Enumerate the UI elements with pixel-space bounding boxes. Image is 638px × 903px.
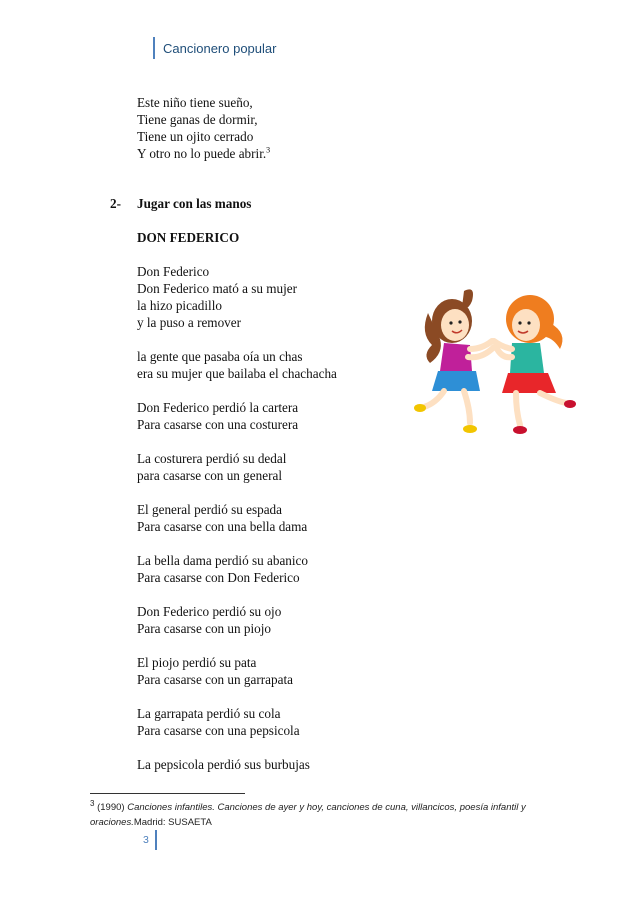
- lyric-line: El piojo perdió su pata: [137, 655, 257, 670]
- lyric-line: Don Federico perdió su ojo: [137, 604, 282, 619]
- lyric-line: La garrapata perdió su cola: [137, 706, 281, 721]
- footnote-divider: [90, 793, 245, 794]
- song-stanza: [137, 501, 427, 535]
- footnote-reference[interactable]: 3: [266, 145, 271, 155]
- page-number: 3: [143, 834, 149, 846]
- lyric-line: Don Federico mató a su mujer: [137, 281, 298, 296]
- song-stanza: [137, 348, 427, 382]
- intro-line: Tiene ganas de dormir,: [137, 112, 258, 127]
- lyric-line: Para casarse con un piojo: [137, 621, 272, 636]
- footnote-title: Canciones infantiles. Canciones de ayer y hoy, canciones de cuna, villancicos, poesía infantil y oraciones.: [90, 802, 526, 828]
- section-title: Jugar con las manos: [137, 196, 252, 211]
- intro-stanza: [137, 94, 427, 162]
- intro-line: Tiene un ojito cerrado: [137, 129, 254, 144]
- intro-line: Este niño tiene sueño,: [137, 95, 253, 110]
- lyric-line: Para casarse con una pepsicola: [137, 723, 300, 738]
- lyric-line: era su mujer que bailaba el chachacha: [137, 366, 337, 381]
- song-stanza: [137, 705, 427, 739]
- lyric-line: El general perdió su espada: [137, 502, 283, 517]
- lyric-line: Don Federico perdió la cartera: [137, 400, 299, 415]
- lyric-line: Para casarse con una bella dama: [137, 519, 308, 534]
- song-stanza: [137, 654, 427, 688]
- intro-line-last: [137, 145, 427, 162]
- song-stanza: [137, 450, 427, 484]
- page-footer: [143, 830, 157, 850]
- song-stanza: [137, 552, 427, 586]
- lyric-line: la gente que pasaba oía un chas: [137, 349, 303, 364]
- footnote: [90, 800, 560, 830]
- lyric-line: Para casarse con un garrapata: [137, 672, 293, 687]
- page-header: [153, 37, 276, 59]
- lyric-line: La bella dama perdió su abanico: [137, 553, 308, 568]
- lyric-line: La costurera perdió su dedal: [137, 451, 287, 466]
- lyric-line: La pepsicola perdió sus burbujas: [137, 757, 310, 772]
- section-number: 2-: [110, 196, 121, 211]
- lyric-line: Para casarse con una costurera: [137, 417, 299, 432]
- intro-line-text: Y otro no lo puede abrir.: [137, 146, 267, 161]
- lyric-line: Don Federico: [137, 264, 210, 279]
- header-accent-bar: [153, 37, 155, 59]
- lyric-line: para casarse con un general: [137, 468, 282, 483]
- footnote-publisher: Madrid: SUSAETA: [133, 817, 212, 828]
- footnote-number: 3: [90, 798, 95, 808]
- lyric-line: Para casarse con Don Federico: [137, 570, 300, 585]
- footnote-year: (1990): [97, 802, 125, 813]
- song-stanza: [137, 263, 427, 331]
- song-stanza: [137, 756, 427, 773]
- lyric-line: y la puso a remover: [137, 315, 241, 330]
- song-stanza: [137, 603, 427, 637]
- song-stanza: [137, 399, 427, 433]
- lyric-line: la hizo picadillo: [137, 298, 222, 313]
- footer-accent-bar: [155, 830, 157, 850]
- header-title: Cancionero popular: [163, 40, 277, 56]
- dancing-girls-icon: [410, 283, 580, 438]
- song-title: DON FEDERICO: [137, 230, 240, 245]
